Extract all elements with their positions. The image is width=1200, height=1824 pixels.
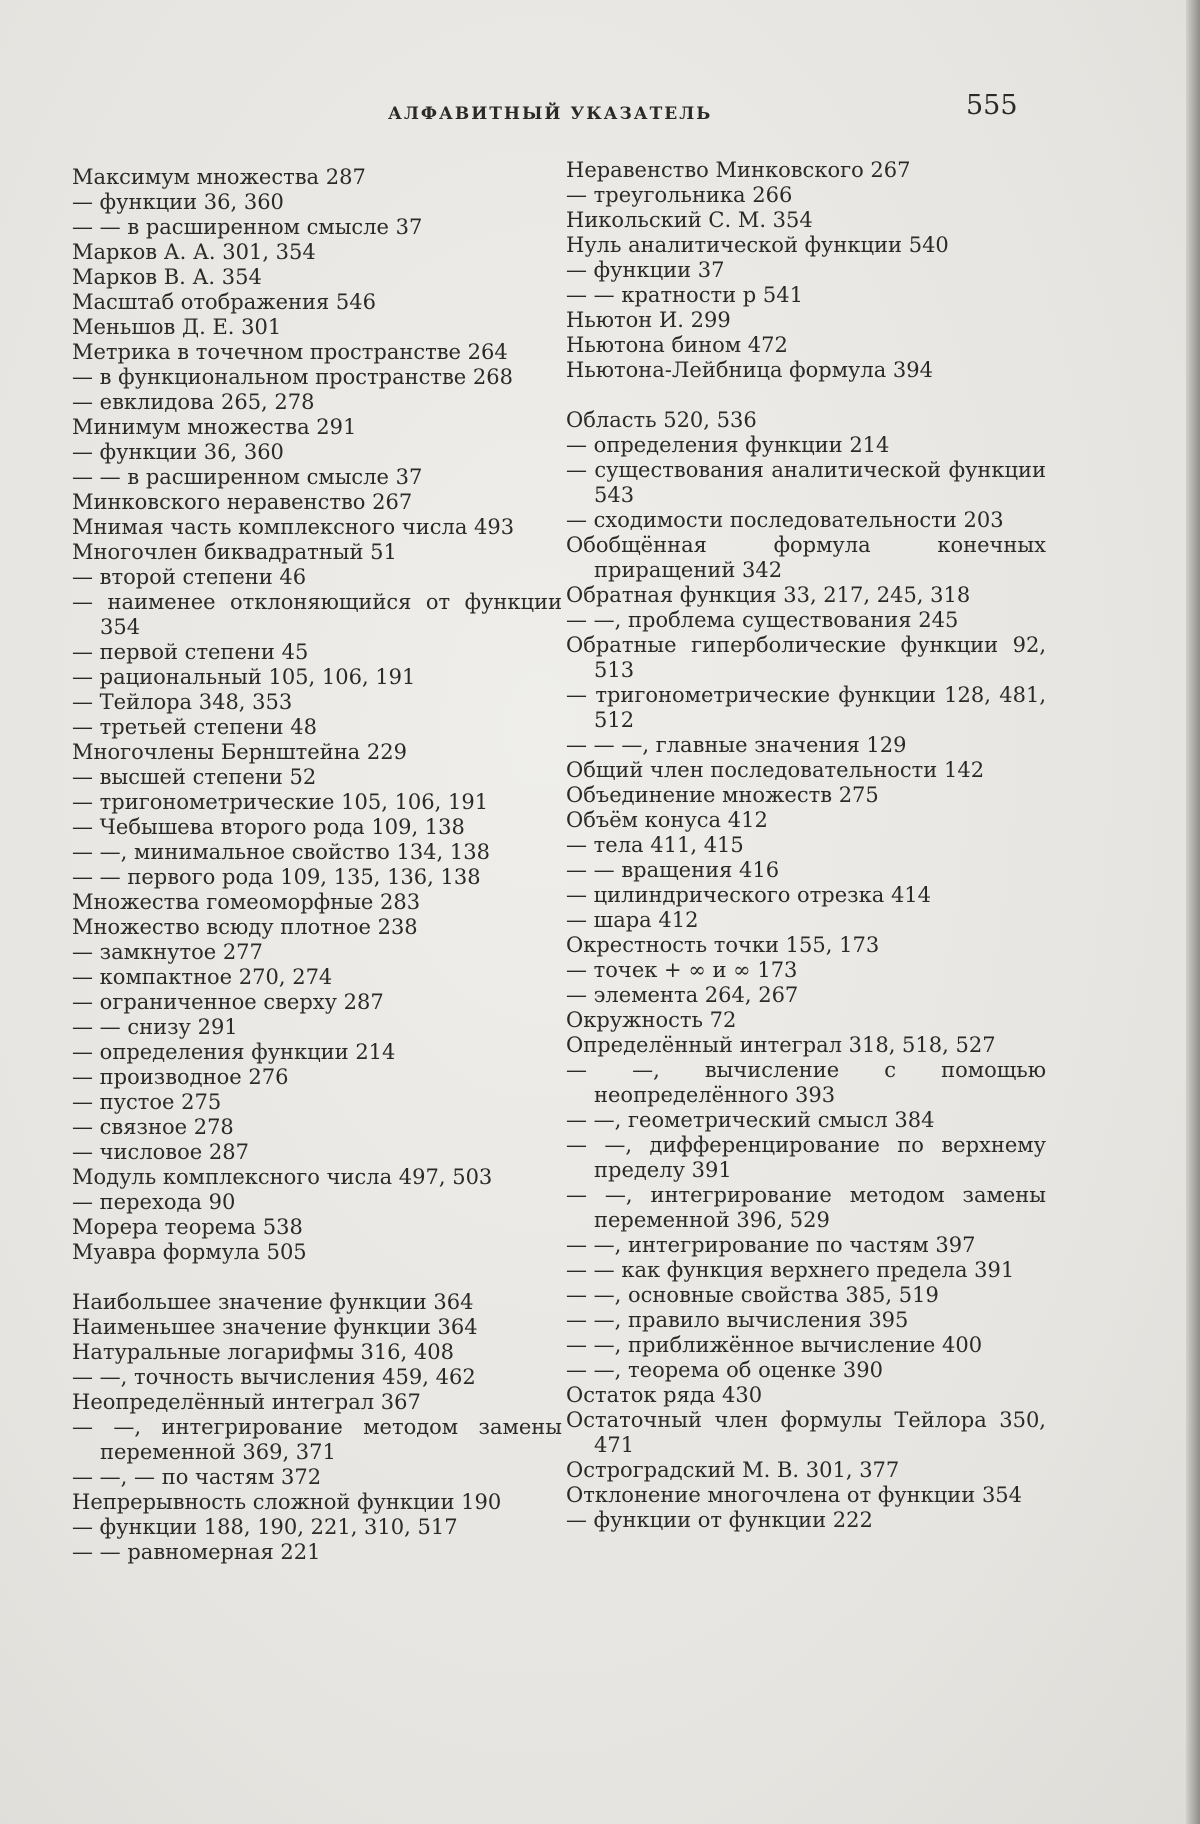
- page-edge-shadow: [1186, 0, 1200, 1824]
- index-entry: — точек + ∞ и ∞ 173: [566, 958, 1046, 983]
- index-entry: — — кратности p 541: [566, 283, 1046, 308]
- index-entry: — функции 188, 190, 221, 310, 517: [72, 1515, 562, 1540]
- index-entry: — ограниченное сверху 287: [72, 990, 562, 1015]
- index-entry: Наименьшее значение функции 364: [72, 1315, 562, 1340]
- index-entry: Ньютон И. 299: [566, 308, 1046, 333]
- index-entry: — —, точность вычисления 459, 462: [72, 1365, 562, 1390]
- index-entry: Минимум множества 291: [72, 415, 562, 440]
- page-number: 555: [966, 90, 1018, 121]
- index-entry: — функции 36, 360: [72, 190, 562, 215]
- index-entry: Общий член последовательности 142: [566, 758, 1046, 783]
- index-entry: Обратные гиперболические функции 92, 513: [566, 633, 1046, 683]
- index-entry: Окружность 72: [566, 1008, 1046, 1033]
- index-entry: — тригонометрические функции 128, 481, 512: [566, 683, 1046, 733]
- index-entry: — —, вычисление с помощью неопределённого 393: [566, 1058, 1046, 1108]
- index-entry: Остаточный член формулы Тейлора 350, 471: [566, 1408, 1046, 1458]
- index-entry: — существования аналитической функции 543: [566, 458, 1046, 508]
- index-entry: — второй степени 46: [72, 565, 562, 590]
- index-entry: Обратная функция 33, 217, 245, 318: [566, 583, 1046, 608]
- index-entry: Определённый интеграл 318, 518, 527: [566, 1033, 1046, 1058]
- index-column-right: [566, 158, 1046, 1533]
- index-entry: Обобщённая формула конечных приращений 342: [566, 533, 1046, 583]
- index-entry: — — первого рода 109, 135, 136, 138: [72, 865, 562, 890]
- index-entry: Многочлены Бернштейна 229: [72, 740, 562, 765]
- index-entry: — —, — по частям 372: [72, 1465, 562, 1490]
- index-entry: — — в расширенном смысле 37: [72, 465, 562, 490]
- index-entry: Множество всюду плотное 238: [72, 915, 562, 940]
- index-entry: Меньшов Д. Е. 301: [72, 315, 562, 340]
- index-entry: — — вращения 416: [566, 858, 1046, 883]
- index-entry: — евклидова 265, 278: [72, 390, 562, 415]
- index-entry: — —, интегрирование методом замены переменной 369, 371: [72, 1415, 562, 1465]
- index-entry: Метрика в точечном пространстве 264: [72, 340, 562, 365]
- index-entry: Морера теорема 538: [72, 1215, 562, 1240]
- index-column-left: [72, 165, 562, 1565]
- index-entry: Окрестность точки 155, 173: [566, 933, 1046, 958]
- index-entry: — —, дифференцирование по верхнему пределу 391: [566, 1133, 1046, 1183]
- index-entry: — —, правило вычисления 395: [566, 1308, 1046, 1333]
- index-entry: — наименее отклоняющийся от функции 354: [72, 590, 562, 640]
- index-entry: Неравенство Минковского 267: [566, 158, 1046, 183]
- index-entry: — замкнутое 277: [72, 940, 562, 965]
- index-entry: Остаток ряда 430: [566, 1383, 1046, 1408]
- index-entry: — —, основные свойства 385, 519: [566, 1283, 1046, 1308]
- index-entry: — пустое 275: [72, 1090, 562, 1115]
- index-entry: — первой степени 45: [72, 640, 562, 665]
- index-entry: — функции 36, 360: [72, 440, 562, 465]
- index-entry: Мнимая часть комплексного числа 493: [72, 515, 562, 540]
- index-entry: — —, приближённое вычисление 400: [566, 1333, 1046, 1358]
- index-entry: — элемента 264, 267: [566, 983, 1046, 1008]
- index-entry: Муавра формула 505: [72, 1240, 562, 1265]
- index-entry: Максимум множества 287: [72, 165, 562, 190]
- index-entry: Объём конуса 412: [566, 808, 1046, 833]
- index-entry: — — снизу 291: [72, 1015, 562, 1040]
- index-entry: — определения функции 214: [566, 433, 1046, 458]
- index-entry: — в функциональном пространстве 268: [72, 365, 562, 390]
- index-entry: Непрерывность сложной функции 190: [72, 1490, 562, 1515]
- index-entry: Марков А. А. 301, 354: [72, 240, 562, 265]
- index-entry: Марков В. А. 354: [72, 265, 562, 290]
- index-entry: — определения функции 214: [72, 1040, 562, 1065]
- index-entry: Множества гомеоморфные 283: [72, 890, 562, 915]
- index-entry: — — равномерная 221: [72, 1540, 562, 1565]
- index-entry: — компактное 270, 274: [72, 965, 562, 990]
- index-entry: — — как функция верхнего предела 391: [566, 1258, 1046, 1283]
- running-header: АЛФАВИТНЫЙ УКАЗАТЕЛЬ: [388, 104, 712, 124]
- index-entry: — цилиндрического отрезка 414: [566, 883, 1046, 908]
- index-entry: — рациональный 105, 106, 191: [72, 665, 562, 690]
- index-entry: — связное 278: [72, 1115, 562, 1140]
- index-entry: Модуль комплексного числа 497, 503: [72, 1165, 562, 1190]
- index-entry: — шара 412: [566, 908, 1046, 933]
- index-entry: — функции 37: [566, 258, 1046, 283]
- index-entry: Масштаб отображения 546: [72, 290, 562, 315]
- index-entry: — —, интегрирование по частям 397: [566, 1233, 1046, 1258]
- index-entry: — перехода 90: [72, 1190, 562, 1215]
- index-entry: Нуль аналитической функции 540: [566, 233, 1046, 258]
- index-entry: — — —, главные значения 129: [566, 733, 1046, 758]
- index-entry: Многочлен биквадратный 51: [72, 540, 562, 565]
- index-entry: Наибольшее значение функции 364: [72, 1290, 562, 1315]
- index-entry: — —, минимальное свойство 134, 138: [72, 840, 562, 865]
- index-entry: — числовое 287: [72, 1140, 562, 1165]
- index-entry: — —, проблема существования 245: [566, 608, 1046, 633]
- index-entry: — —, геометрический смысл 384: [566, 1108, 1046, 1133]
- index-entry: — — в расширенном смысле 37: [72, 215, 562, 240]
- index-entry: Объединение множеств 275: [566, 783, 1046, 808]
- index-entry: — Чебышева второго рода 109, 138: [72, 815, 562, 840]
- index-entry: Остроградский М. В. 301, 377: [566, 1458, 1046, 1483]
- index-entry: — третьей степени 48: [72, 715, 562, 740]
- index-entry: Ньютона бином 472: [566, 333, 1046, 358]
- book-page: [0, 0, 1200, 1824]
- section-gap: [72, 1265, 562, 1290]
- index-entry: — —, теорема об оценке 390: [566, 1358, 1046, 1383]
- index-entry: Область 520, 536: [566, 408, 1046, 433]
- index-entry: — тела 411, 415: [566, 833, 1046, 858]
- index-entry: — функции от функции 222: [566, 1508, 1046, 1533]
- index-entry: — треугольника 266: [566, 183, 1046, 208]
- index-entry: — —, интегрирование методом замены переменной 396, 529: [566, 1183, 1046, 1233]
- index-entry: — производное 276: [72, 1065, 562, 1090]
- section-gap: [566, 383, 1046, 408]
- index-entry: — Тейлора 348, 353: [72, 690, 562, 715]
- index-entry: Неопределённый интеграл 367: [72, 1390, 562, 1415]
- index-entry: Ньютона-Лейбница формула 394: [566, 358, 1046, 383]
- index-entry: — высшей степени 52: [72, 765, 562, 790]
- index-entry: Никольский С. М. 354: [566, 208, 1046, 233]
- index-entry: Натуральные логарифмы 316, 408: [72, 1340, 562, 1365]
- index-entry: Отклонение многочлена от функции 354: [566, 1483, 1046, 1508]
- index-entry: — сходимости последовательности 203: [566, 508, 1046, 533]
- index-entry: — тригонометрические 105, 106, 191: [72, 790, 562, 815]
- index-entry: Минковского неравенство 267: [72, 490, 562, 515]
